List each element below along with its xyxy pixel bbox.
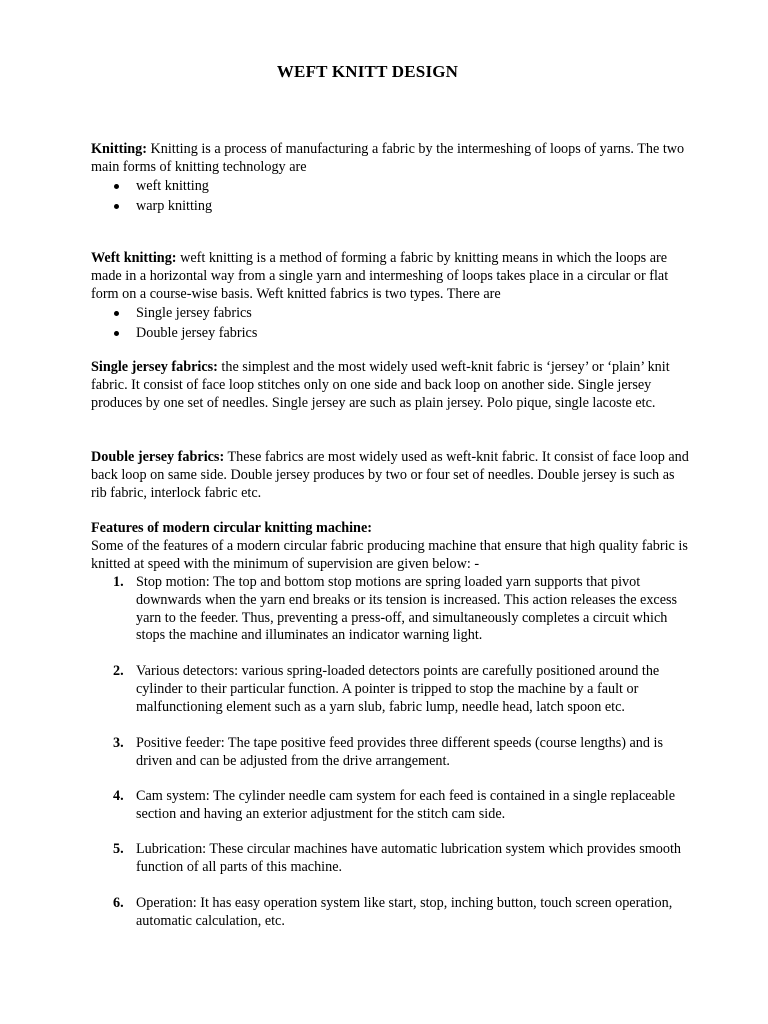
- list-number: 5.: [113, 841, 124, 857]
- list-item-text: Various detectors: various spring-loaded detectors points are carefully positioned around the cylinder to their particular function. A pointer is tripped to stop the machine by a fault or malfunctioning element such as a yarn slub, fabric lump, needle head, latch spoon etc.: [136, 663, 660, 715]
- list-item-text: Stop motion: The top and bottom stop motions are spring loaded yarn supports that pivot downwards when the yarn end breaks or its tension is increased. This action releases the excess yarn to the feeder. Thus, preventing a press-off, and simultaneously completes a circuit which stops the machine and illuminates an indicator warning light.: [136, 574, 678, 644]
- bullet-icon: [114, 204, 119, 209]
- double-jersey-paragraph: [91, 449, 691, 502]
- features-numbered-list: [91, 574, 691, 645]
- list-item-text: Positive feeder: The tape positive feed provides three different speeds (course lengths) and is driven and can be adjusted from the drive arrangement.: [136, 735, 664, 769]
- list-number: 3.: [113, 735, 124, 751]
- list-item-text: Operation: It has easy operation system like start, stop, inching button, touch screen operation, automatic calculation, etc.: [136, 895, 673, 929]
- list-item: [91, 574, 691, 645]
- list-number: 1.: [113, 574, 124, 590]
- weft-bullet-list: [112, 304, 257, 343]
- list-item: [91, 841, 691, 877]
- list-number: 4.: [113, 788, 124, 804]
- list-item: [91, 895, 691, 931]
- features-numbered-list: [91, 895, 691, 931]
- features-numbered-list: [91, 788, 691, 824]
- list-number: 2.: [113, 663, 124, 679]
- features-intro: Some of the features of a modern circular fabric producing machine that ensure that high quality fabric is knitted at speed with the minimum of supervision are given below: -: [91, 537, 688, 572]
- list-item: weft knitting: [112, 177, 212, 197]
- knitting-heading: Knitting:: [91, 141, 147, 157]
- list-number: 6.: [113, 895, 124, 911]
- features-section: [91, 520, 691, 573]
- list-item: warp knitting: [112, 197, 212, 217]
- weft-knitting-text: weft knitting is a method of forming a fabric by knitting means in which the loops are made in a horizontal way from a single yarn and intermeshing of loops takes place in a circular or flat form on a course-wise basis. Weft knitted fabrics is two types. There are: [91, 250, 669, 302]
- knitting-text: Knitting is a process of manufacturing a fabric by the intermeshing of loops of yarns. The two main forms of knitting technology are: [91, 141, 685, 175]
- weft-knitting-heading: Weft knitting:: [91, 250, 177, 266]
- double-jersey-heading: Double jersey fabrics:: [91, 449, 225, 465]
- list-item: [91, 735, 691, 771]
- list-item-text: Lubrication: These circular machines have automatic lubrication system which provides smooth function of all parts of this machine.: [136, 841, 682, 875]
- bullet-icon: [114, 311, 119, 316]
- weft-knitting-paragraph: [91, 250, 691, 303]
- list-item: Double jersey fabrics: [112, 324, 257, 344]
- bullet-icon: [114, 331, 119, 336]
- knitting-bullet-list: [112, 177, 212, 216]
- list-item: [91, 788, 691, 824]
- features-heading: Features of modern circular knitting machine:: [91, 520, 372, 536]
- list-item: [91, 663, 691, 716]
- single-jersey-text: the simplest and the most widely used weft-knit fabric is ‘jersey’ or ‘plain’ knit fabric. It consist of face loop stitches only on one side and back loop on another side. Single jersey produces by one set of needles. Single jersey are such as plain jersey. Polo pique, single lacoste etc.: [91, 359, 670, 411]
- knitting-paragraph: [91, 141, 691, 177]
- bullet-icon: [114, 184, 119, 189]
- features-numbered-list: [91, 663, 691, 716]
- document-title: WEFT KNITT DESIGN: [276, 62, 459, 81]
- features-numbered-list: [91, 735, 691, 771]
- double-jersey-text: These fabrics are most widely used as weft-knit fabric. It consist of face loop and back loop on same side. Double jersey produces by two or four set of needles. Double jersey is such as rib fabric, interlock fabric etc.: [91, 449, 689, 501]
- features-numbered-list: [91, 841, 691, 877]
- list-item: Single jersey fabrics: [112, 304, 257, 324]
- single-jersey-paragraph: [91, 359, 691, 412]
- list-item-text: Cam system: The cylinder needle cam system for each feed is contained in a single replaceable section and having an exterior adjustment for the stitch cam side.: [136, 788, 676, 822]
- single-jersey-heading: Single jersey fabrics:: [91, 359, 218, 375]
